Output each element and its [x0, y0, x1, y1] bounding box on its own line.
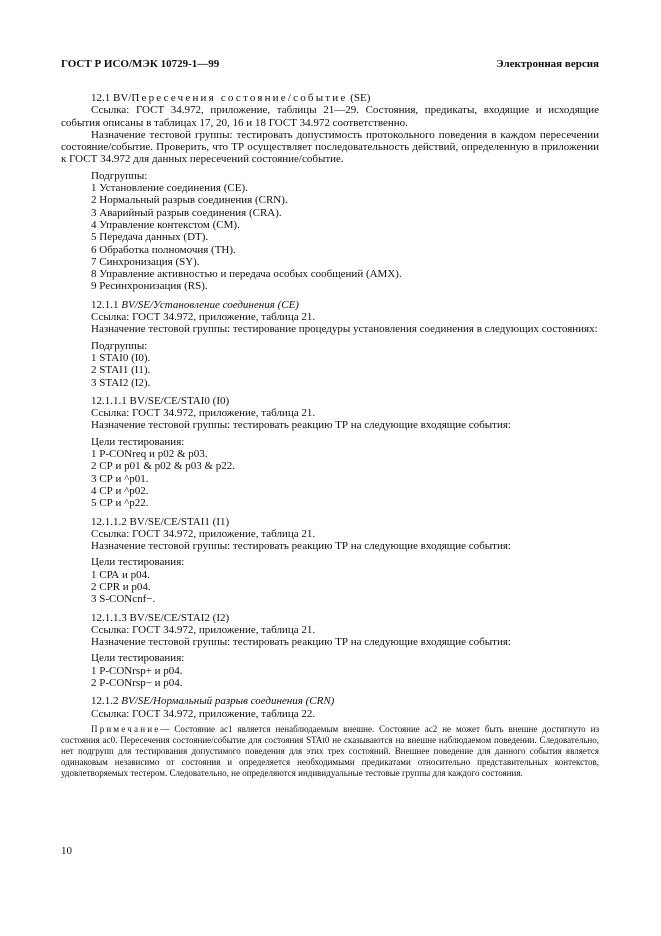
section-purpose: Назначение тестовой группы: тестировать реакцию ТР на следующие входящие события: [91, 419, 511, 432]
edition-label: Электронная версия [496, 58, 599, 70]
list-item: 4 Управление контекстом (CM). [91, 218, 240, 231]
list-item: 7 Синхронизация (SY). [91, 255, 200, 268]
document-page [61, 58, 599, 779]
list-item: 3 STAI2 (I2). [91, 376, 151, 389]
list-item: 6 Обработка полномочия (TH). [91, 243, 236, 256]
subgroups-title: Подгруппы: [91, 169, 148, 182]
list-item: 2 STAI1 (I1). [91, 364, 151, 377]
note-block [61, 724, 599, 779]
page-number: 10 [61, 845, 72, 857]
list-item: 3 СР и ^p01. [91, 472, 149, 485]
section-heading-12-1-2: 12.1.2 BV/SE/Нормальный разрыв соединения (CRN) [91, 695, 335, 708]
document-body [61, 92, 599, 779]
list-item: 1 Установление соединения (СЕ). [91, 182, 248, 195]
list-item: 9 Ресинхронизация (RS). [91, 280, 208, 293]
subgroup-list [61, 182, 599, 293]
section-purpose: Назначение тестовой группы: тестировать реакцию ТР на следующие входящие события: [91, 636, 511, 649]
goals-title: Цели тестирования: [91, 556, 185, 569]
list-item: 1 СРА и p04. [91, 568, 150, 581]
section-ref: Ссылка: ГОСТ 34.972, приложение, таблицы 21—29. Состояния, предикаты, входящие и исходящие события описаны в таблицах 17, 20, 16 и 18 ГОСТ 34.972 соответственно. [61, 104, 599, 129]
list-item: 2 P-CONrsp− и p04. [91, 677, 183, 690]
section-purpose: Назначение тестовой группы: тестировать допустимость протокольного поведения в каждом пересечении состояние/событие. Проверить, что ТР осуществляет последовательность действий, определенную в приложении к ГОСТ 34.972 для данных пересечений состояние/событие. [61, 128, 599, 166]
section-heading-12-1-1-2: 12.1.1.2 BV/SE/CE/STAI1 (I1) [91, 515, 230, 528]
list-item: 5 Передача данных (DT). [91, 231, 209, 244]
list-item: 4 СР и ^p02. [91, 484, 149, 497]
section-ref: Ссылка: ГОСТ 34.972, приложение, таблица 22. [91, 707, 316, 720]
page-header [61, 58, 599, 70]
list-item: 3 Аварийный разрыв соединения (CRA). [91, 206, 282, 219]
list-item: 3 S-CONcnf−. [91, 593, 156, 606]
section-heading-12-1: 12.1 BV/Пересечения состояние/событие (SE) [91, 92, 371, 104]
list-item: 2 СР и p01 & p02 & p03 & p22. [91, 460, 236, 473]
section-ref: Ссылка: ГОСТ 34.972, приложение, таблица 21. [91, 623, 316, 636]
note-paragraph [61, 724, 599, 779]
subgroups-title: Подгруппы: [91, 339, 148, 352]
section-ref: Ссылка: ГОСТ 34.972, приложение, таблица 21. [91, 407, 316, 420]
note-label: Примечание [91, 723, 161, 734]
list-item: 5 СР и ^p22. [91, 497, 149, 510]
goals-title: Цели тестирования: [91, 435, 185, 448]
section-heading-12-1-1: 12.1.1 BV/SE/Установление соединения (СЕ) [91, 298, 299, 311]
section-purpose: Назначение тестовой группы: тестировать реакцию ТР на следующие входящие события: [91, 540, 511, 553]
section-heading-12-1-1-3: 12.1.1.3 BV/SE/CE/STAI2 (I2) [91, 611, 230, 624]
section-ref: Ссылка: ГОСТ 34.972, приложение, таблица 21. [91, 527, 316, 540]
list-item: 8 Управление активностью и передача особых сообщений (AMX). [91, 268, 402, 281]
section-purpose: Назначение тестовой группы: тестирование процедуры установления соединения в следующих состояниях: [91, 323, 598, 336]
list-item: 2 CPR и p04. [91, 580, 151, 593]
list-item: 1 P-CONreq и p02 & p03. [91, 448, 208, 461]
section-heading-12-1-1-1: 12.1.1.1 BV/SE/CE/STAI0 (I0) [91, 394, 230, 407]
list-item: 2 Нормальный разрыв соединения (CRN). [91, 194, 288, 207]
goals-title: Цели тестирования: [91, 652, 185, 665]
standard-id: ГОСТ Р ИСО/МЭК 10729-1—99 [61, 58, 220, 70]
list-item: 1 P-CONrsp+ и p04. [91, 664, 183, 677]
note-text: — Состояние ас1 является ненаблюдаемым внешне. Состояние ас2 не может быть внешне достигнуто из состояния ас0. Пересечения состояние/событие для состояния STAt0 не сказываются на внешне наблюдаемом поведении. Следовательно, нет подгрупп для тестирования допустимого поведения для этих трех состояний. Внешнее поведение для данного события является одинаковым независимо от состояния и определяется необходимыми предикатами относительно представительных контекстов, удовлетворяемых тестером. Следовательно, не определяются индивидуальные тестовые группы для каждого состояния. [61, 723, 599, 778]
list-item: 1 STAI0 (I0). [91, 351, 151, 364]
section-ref: Ссылка: ГОСТ 34.972, приложение, таблица 21. [91, 311, 316, 324]
